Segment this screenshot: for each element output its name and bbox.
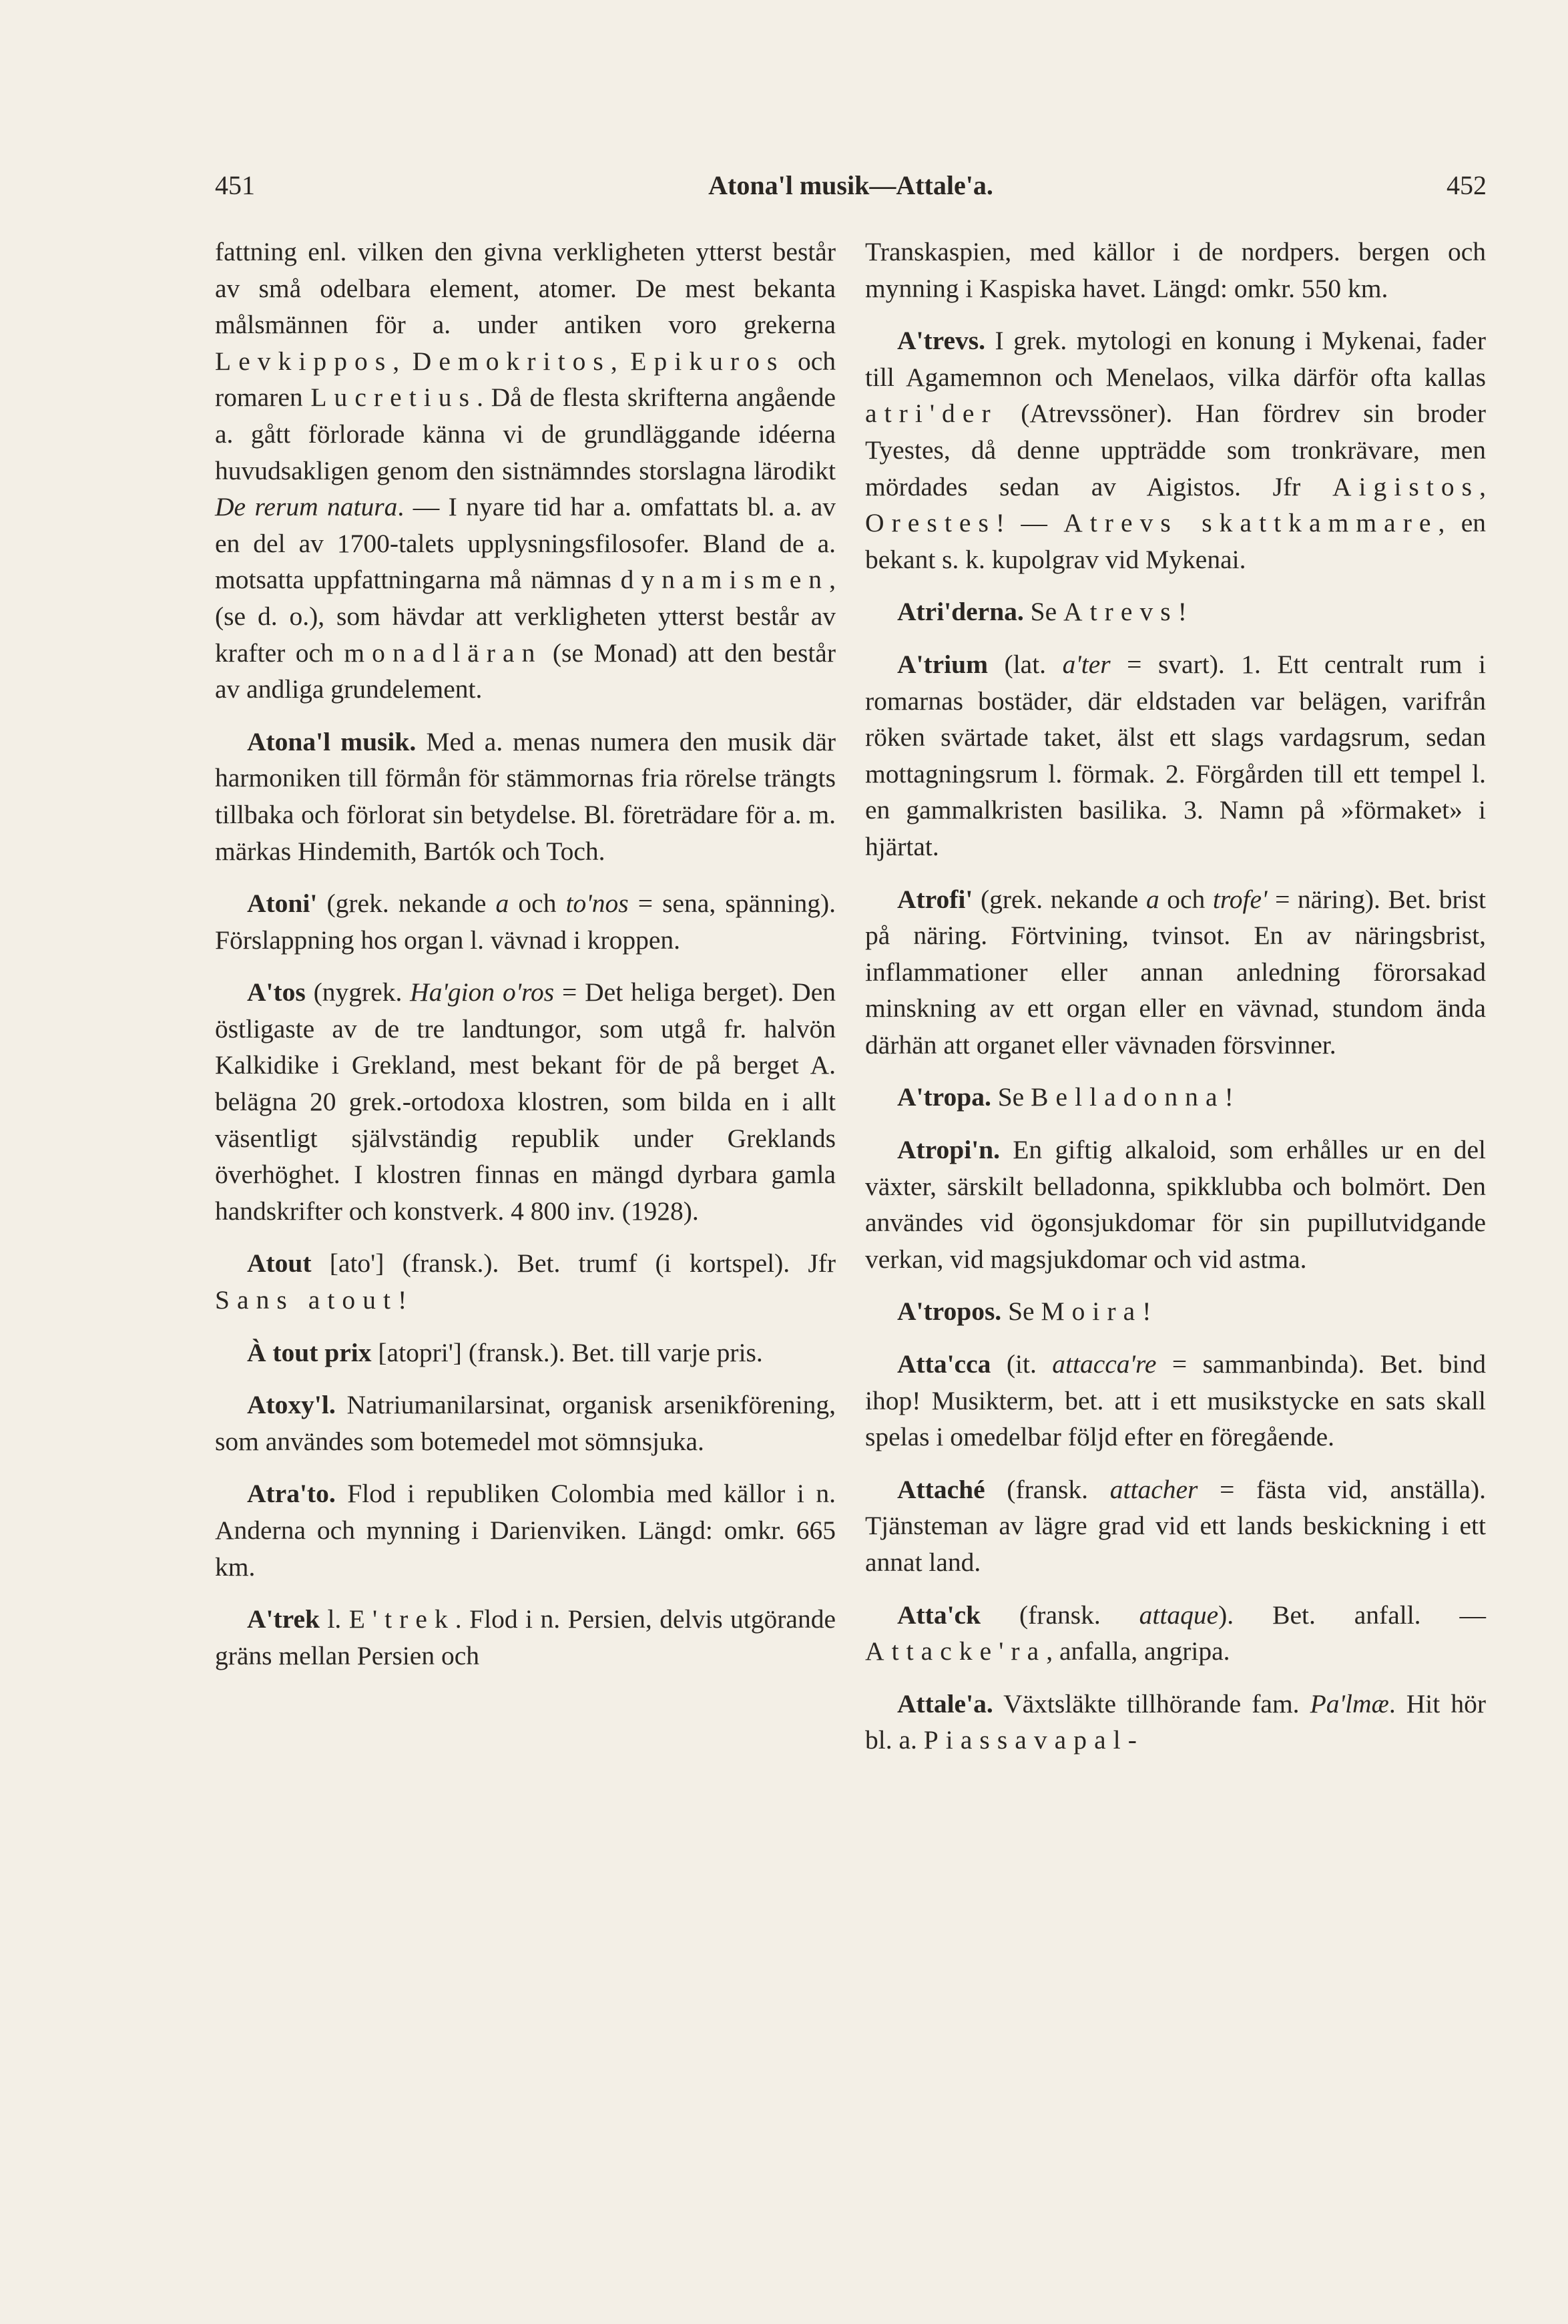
headword: Attaché bbox=[897, 1474, 985, 1504]
headword: A'tropa. bbox=[897, 1082, 991, 1112]
entry-atout: Atout [ato'] (fransk.). Bet. trumf (i kortspel). Jfr Sans atout! bbox=[215, 1248, 836, 1315]
left-column bbox=[215, 234, 836, 1690]
entry-atrato: Atra'to. Flod i republiken Colombia med källor i n. Anderna och mynning i Darienviken. Längd: omkr. 665 km. bbox=[215, 1479, 836, 1582]
headword: A'tropos. bbox=[897, 1297, 1002, 1327]
page-number-left: 451 bbox=[215, 170, 255, 200]
headword: A'tos bbox=[247, 977, 306, 1007]
right-column bbox=[865, 234, 1486, 1775]
entry-a-tout-prix: À tout prix [atopri'] (fransk.). Bet. till varje pris. bbox=[247, 1337, 763, 1367]
headword: Atrofi' bbox=[897, 884, 973, 914]
running-title: Atona'l musik—Attale'a. bbox=[708, 170, 993, 200]
entry-atriderna: Atri'derna. Se Atrevs! bbox=[897, 597, 1187, 627]
headword: Atout bbox=[247, 1248, 312, 1279]
headword: A'trek bbox=[247, 1604, 320, 1634]
entry-attack: Atta'ck (fransk. attaque). Bet. anfall. — Attacke'ra, anfalla, angripa. bbox=[865, 1600, 1486, 1666]
entry-atoni: Atoni' (grek. nekande a och to'nos = sena, spänning). Förslappning hos organ l. vävnad i kroppen. bbox=[215, 889, 836, 955]
headword: A'trevs. bbox=[897, 326, 986, 356]
entry-atrevs: A'trevs. I grek. mytologi en konung i Mykenai, fader till Agamemnon och Menelaos, vilka därför ofta kallas atri'der (Atrevssöner). Han fördrev sin broder Tyestes, då denne uppträdde som tronkrävare, men mördades sedan av Aigistos. Jfr Aigistos, Orestes! — Atrevs skattkammare, en bekant s. k. kupolgrav vid Mykenai. bbox=[865, 326, 1486, 574]
entry-atrek: A'trek l. E'trek. Flod i n. Persien, delvis utgörande gräns mellan Persien och bbox=[215, 1604, 836, 1670]
page-number-right: 452 bbox=[1447, 170, 1487, 200]
headword: À tout prix bbox=[247, 1337, 372, 1367]
entry-atomism-continued: fattning enl. vilken den givna verkligheten ytterst består av små odelbara element, atomer. De mest bekanta målsmännen för a. under antiken voro grekerna Levkippos, Demokritos, Epikuros och romaren Lucretius. Då de flesta skrifterna angående a. gått förlorade känna vi de grundläggande idéerna huvudsakligen genom den sistnämndes storslagna lärodikt De rerum natura. — I nyare tid har a. omfattats bl. a. av en del av 1700-talets upplysningsfilosofer. Bland de a. motsatta uppfattningarna må nämnas dynamismen, (se d. o.), som hävdar att verkligheten ytterst består av krafter och monadläran (se Monad) att den består av andliga grundelement. bbox=[215, 237, 836, 704]
entry-atrek-continued: Transkaspien, med källor i de nordpers. bergen och mynning i Kaspiska havet. Längd: omkr. 550 km. bbox=[865, 237, 1486, 303]
entry-atropa: A'tropa. Se Belladonna! bbox=[897, 1082, 1234, 1112]
headword: Attale'a. bbox=[897, 1688, 993, 1718]
headword: Atra'to. bbox=[247, 1479, 336, 1509]
entry-atoxyl: Atoxy'l. Natriumanilarsinat, organisk arsenikförening, som användes som botemedel mot sömnsjuka. bbox=[215, 1390, 836, 1456]
entry-atropin: Atropi'n. En giftig alkaloid, som erhålles ur en del växter, särskilt belladonna, spikklubba och bolmört. Den användes vid ögonsjukdomar för sin pupillutvidgande verkan, vid magsjukdomar och vid astma. bbox=[865, 1135, 1486, 1274]
headword: A'trium bbox=[897, 649, 989, 679]
entry-attacca: Atta'cca (it. attacca're = sammanbinda). Bet. bind ihop! Musikterm, bet. att i ett musikstycke en sats skall spelas i omedelbar följd efter en föregående. bbox=[865, 1349, 1486, 1452]
headword: Atri'derna. bbox=[897, 597, 1024, 627]
entry-attalea: Attale'a. Växtsläkte tillhörande fam. Pa'lmæ. Hit hör bl. a. Piassavapal- bbox=[865, 1688, 1486, 1755]
page-header bbox=[215, 166, 1487, 206]
headword: Atona'l musik. bbox=[247, 726, 417, 756]
entry-atrium: A'trium (lat. a'ter = svart). 1. Ett centralt rum i romarnas bostäder, där eldstaden var belägen, varifrån röken svärtade taket, älst ett slags vardagsrum, sedan mottagningsrum l. förmak. 2. Förgården till ett tempel l. en gammalkristen basilika. 3. Namn på »förmaket» i hjärtat. bbox=[865, 649, 1486, 861]
headword: Atta'ck bbox=[897, 1600, 981, 1630]
entry-atonal-musik: Atona'l musik. Med a. menas numera den musik där harmoniken till förmån för stämmornas fria rörelse trängts tillbaka och förlorat sin betydelse. Bl. företrädare för a. m. märkas Hindemith, Bartók och Toch. bbox=[215, 726, 836, 866]
entry-atrofi: Atrofi' (grek. nekande a och trofe' = näring). Bet. brist på näring. Förtvining, tvinsot. En av näringsbrist, inflammationer eller annan anledning förorsakad minskning av ett organ eller en vävnad, stundom ända därhän att organet eller vävnaden försvinner. bbox=[865, 884, 1486, 1060]
headword: Atta'cca bbox=[897, 1349, 991, 1379]
entry-attache: Attaché (fransk. attacher = fästa vid, anställa). Tjänsteman av lägre grad vid ett lands beskickning i ett annat land. bbox=[865, 1474, 1486, 1577]
headword: Atropi'n. bbox=[897, 1135, 1001, 1165]
headword: Atoni' bbox=[247, 889, 318, 919]
entry-atropos: A'tropos. Se Moira! bbox=[897, 1297, 1151, 1327]
headword: Atoxy'l. bbox=[247, 1390, 336, 1420]
entry-atos: A'tos (nygrek. Ha'gion o'ros = Det heliga berget). Den östligaste av de tre landtungor, som utgå fr. halvön Kalkidike i Grekland, mest bekant för de på berget A. belägna 20 grek.-ortodoxa klostren, som bilda en i allt väsentligt självständig republik under Greklands överhöghet. I klostren finnas en mängd dyrbara gamla handskrifter och konstverk. 4 800 inv. (1928). bbox=[215, 977, 836, 1226]
